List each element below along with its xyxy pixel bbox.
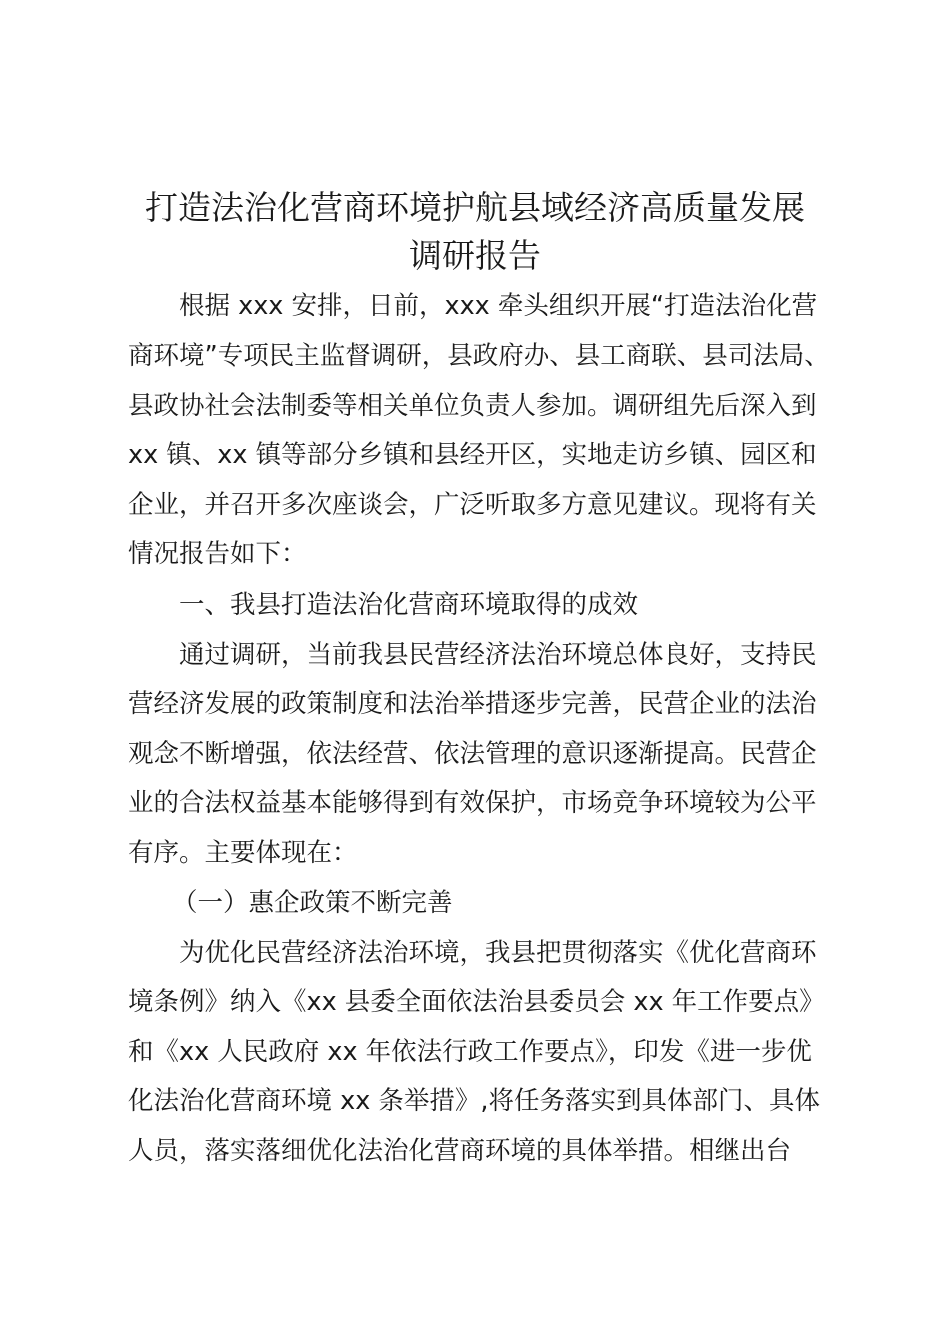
body-line: 企业，并召开多次座谈会，广泛听取多方意见建议。现将有关 bbox=[128, 490, 817, 520]
subsection-heading: （一）惠企政策不断完善 bbox=[172, 888, 453, 918]
body-line: 通过调研，当前我县民营经济法治环境总体良好，支持民 bbox=[179, 640, 817, 670]
body-line: 业的合法权益基本能够得到有效保护，市场竞争环境较为公平 bbox=[128, 788, 817, 818]
body-line: 营经济发展的政策制度和法治举措逐步完善，民营企业的法治 bbox=[128, 689, 817, 719]
body-line: 商环境”专项民主监督调研，县政府办、县工商联、县司法局、 bbox=[128, 341, 830, 371]
body-line: 人员，落实落细优化法治化营商环境的具体举措。相继出台 bbox=[128, 1136, 792, 1166]
body-line: 化法治化营商环境 xx 条举措》,将任务落实到具体部门、具体 bbox=[128, 1086, 821, 1116]
body-line: 情况报告如下： bbox=[128, 539, 307, 569]
document-title-line-2: 调研报告 bbox=[409, 236, 541, 275]
section-heading: 一、我县打造法治化营商环境取得的成效 bbox=[179, 590, 639, 620]
body-line: 境条例》纳入《xx 县委全面依法治县委员会 xx 年工作要点》 bbox=[128, 987, 825, 1017]
body-line: xx 镇、xx 镇等部分乡镇和县经开区，实地走访乡镇、园区和 bbox=[128, 440, 817, 470]
body-line: 观念不断增强，依法经营、依法管理的意识逐渐提高。民营企 bbox=[128, 739, 817, 769]
document-title-line-1: 打造法治化营商环境护航县域经济高质量发展 bbox=[145, 188, 805, 227]
body-line: 和《xx 人民政府 xx 年依法行政工作要点》，印发《进一步优 bbox=[128, 1037, 812, 1067]
body-line: 县政协社会法制委等相关单位负责人参加。调研组先后深入到 bbox=[128, 391, 817, 421]
body-line: 有序。主要体现在： bbox=[128, 838, 358, 868]
body-line: 为优化民营经济法治环境，我县把贯彻落实《优化营商环 bbox=[179, 938, 817, 968]
body-line: 根据 xxx 安排，日前，xxx 牵头组织开展“打造法治化营 bbox=[179, 291, 818, 321]
